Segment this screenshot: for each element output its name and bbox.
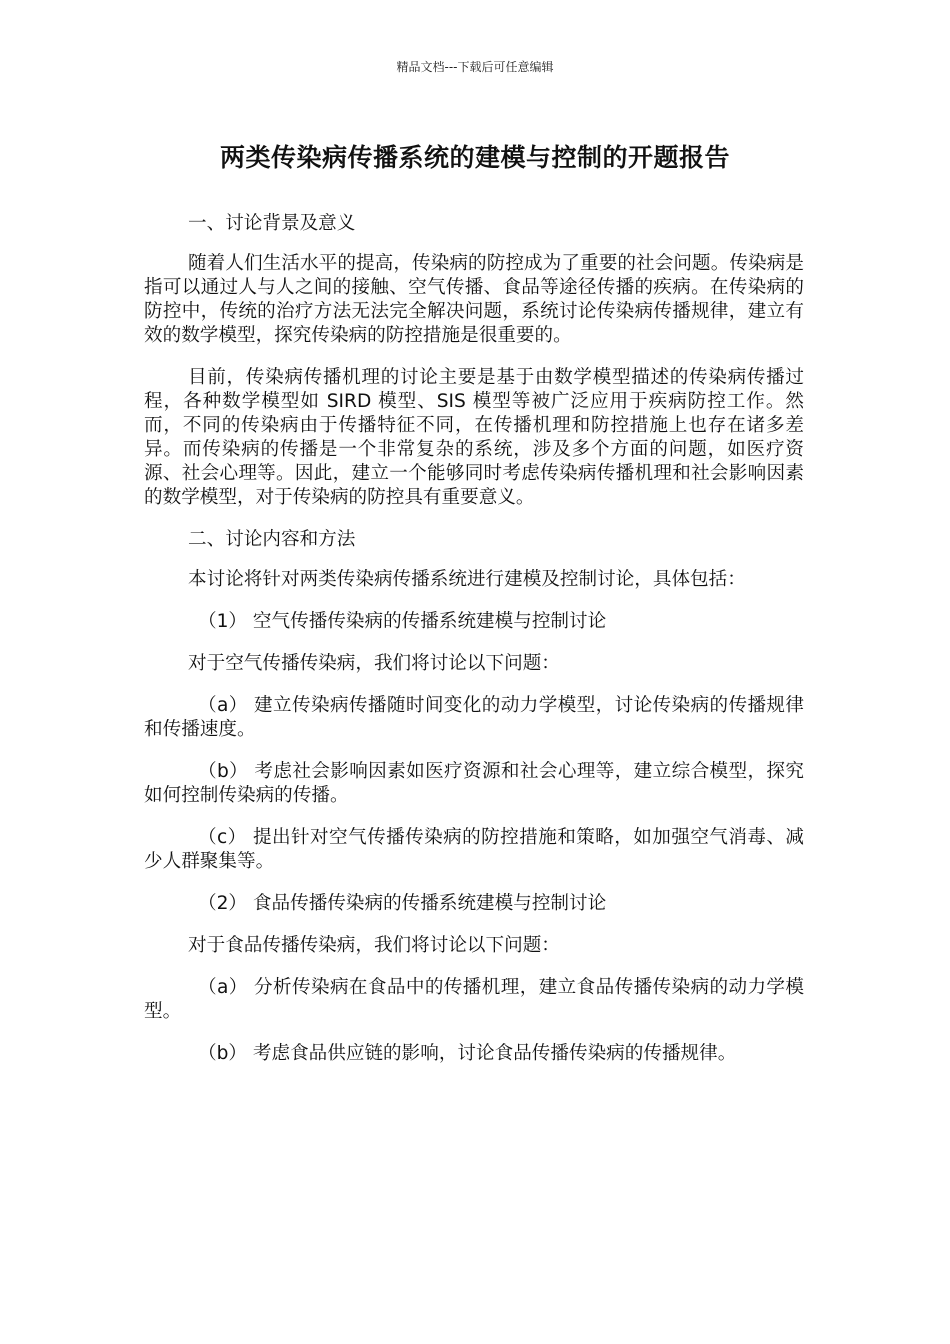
document-title: 两类传染病传播系统的建模与控制的开题报告 <box>219 143 730 172</box>
list-item-foodborne-a: （a） 分析传染病在食品中的传播机理，建立食品传播传染病的动力学模型。 <box>144 977 804 1022</box>
list-item-airborne-b: （b） 考虑社会影响因素如医疗资源和社会心理等，建立综合模型，探究如何控制传染病的传播。 <box>144 761 804 806</box>
list-item-airborne-c: （c） 提出针对空气传播传染病的防控措施和策略，如加强空气消毒、减少人群聚集等。 <box>144 827 804 872</box>
subsection-airborne: （1） 空气传播传染病的传播系统建模与控制讨论 <box>198 611 607 632</box>
page-header: 精品文档---下载后可任意编辑 <box>396 60 554 74</box>
paragraph-intro: 本讨论将针对两类传染病传播系统进行建模及控制讨论，具体包括： <box>188 569 746 590</box>
paragraph-foodborne-intro: 对于食品传播传染病，我们将讨论以下问题： <box>188 935 560 956</box>
section-heading-background: 一、讨论背景及意义 <box>188 213 356 234</box>
list-item-airborne-a: （a） 建立传染病传播随时间变化的动力学模型，讨论传染病的传播规律和传播速度。 <box>144 695 804 740</box>
section-heading-content-method: 二、讨论内容和方法 <box>188 529 356 550</box>
paragraph-background-2: 目前，传染病传播机理的讨论主要是基于由数学模型描述的传染病传播过程，各种数学模型如 SIRD 模型、SIS 模型等被广泛应用于疾病防控工作。然而，不同的传染病由于传播特征不同，在传播机理和防控措施上也存在诸多差异。而传染病的传播是一个非常复杂的系统，涉及多个方面的问题，如医疗资源、社会心理等。因此，建立一个能够同时考虑传染病传播机理和社会影响因素的数学模型，对于传染病的防控具有重要意义。 <box>144 367 804 508</box>
paragraph-background-1: 随着人们生活水平的提高，传染病的防控成为了重要的社会问题。传染病是指可以通过人与人之间的接触、空气传播、食品等途径传播的疾病。在传染病的防控中，传统的治疗方法无法完全解决问题，系统讨论传染病传播规律，建立有效的数学模型，探究传染病的防控措施是很重要的。 <box>144 253 804 346</box>
subsection-foodborne: （2） 食品传播传染病的传播系统建模与控制讨论 <box>198 893 607 914</box>
document-body <box>144 212 804 1084</box>
paragraph-airborne-intro: 对于空气传播传染病，我们将讨论以下问题： <box>188 653 560 674</box>
list-item-foodborne-b: （b） 考虑食品供应链的影响，讨论食品传播传染病的传播规律。 <box>198 1043 737 1064</box>
